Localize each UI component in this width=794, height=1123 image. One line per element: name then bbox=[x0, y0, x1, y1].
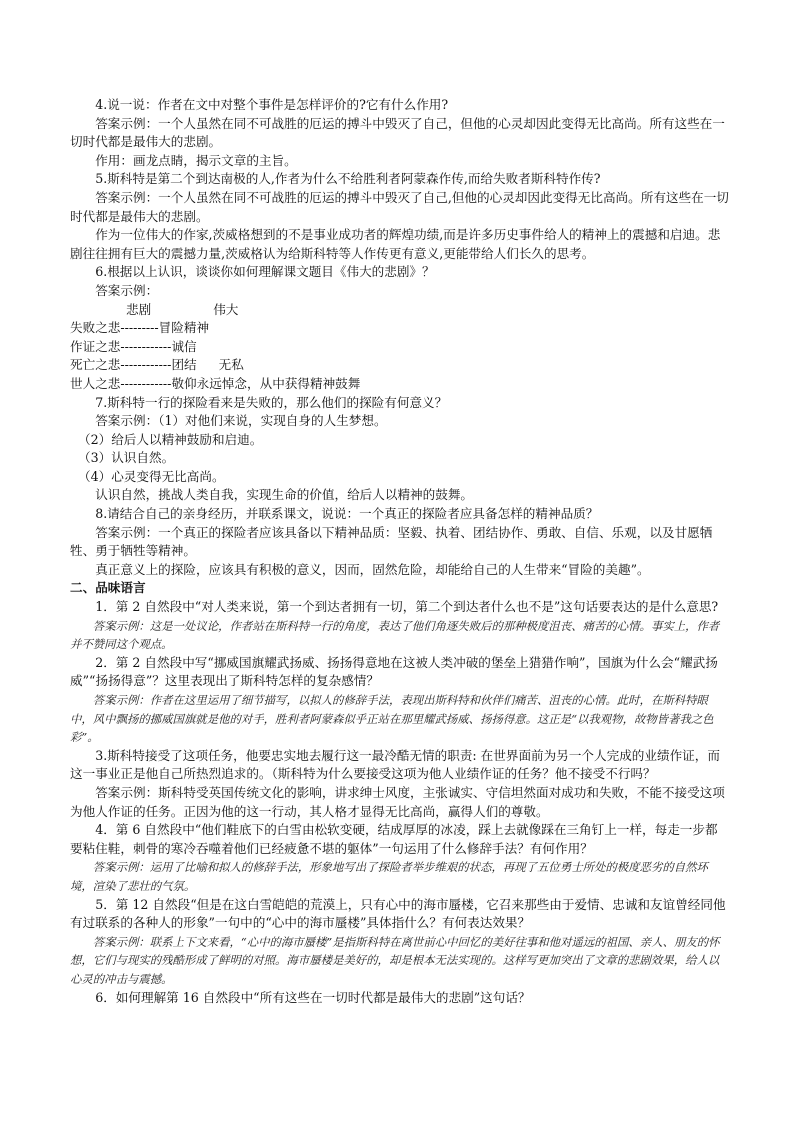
answer-8-detail: 真正意义上的探险，应该具有积极的意义，因而，固然危险，却能给自己的人生带来“冒险的美趣”。 bbox=[95, 561, 650, 577]
tragedy-label: 悲剧 bbox=[126, 301, 152, 317]
lang-answer-3: 答案示例：斯科特受英国传统文化的影响，讲求绅士风度，主张诚实、守信坦然面对成功和失败，不能不接受这项为他人作证的任务。正因为他的这一行动，其人格才显得无比高尚，赢得人们的尊敬。 bbox=[70, 784, 725, 819]
answer-4: 答案示例：一个人虽然在同不可战胜的厄运的搏斗中毁灭了自己，但他的心灵却因此变得无比高尚。所有这些在一切时代都是最伟大的悲剧。 bbox=[70, 115, 725, 150]
answer-4-effect: 作用：画龙点睛，揭示文章的主旨。 bbox=[95, 152, 297, 168]
lang-question-5: 5．第 12 自然段“但是在这白雪皑皑的荒漠上，只有心中的海市蜃楼，它召来那些由于爱情、忠诚和友谊曾经同他有过联系的各种人的形象”一句中的“心中的海市蜃楼”具体指什么？有何表达效果？ bbox=[70, 896, 726, 931]
row-3-left: 死亡之悲------------团结 bbox=[70, 357, 197, 373]
lang-answer-5: 答案示例：联系上下文来看，“心中的海市蜃楼”是指斯科特在离世前心中回忆的美好往事和他对遥远的祖国、亲人、朋友的怀想，它们与现实的残酷形成了鲜明的对照。海市蜃楼是美好的，却是根本无法实现的。这样写更加突出了文章的悲剧效果，给人以心灵的冲击与震撼。 bbox=[70, 934, 720, 986]
lang-question-2: 2．第 2 自然段中写“挪威国旗耀武扬威、扬扬得意地在这被人类冲破的堡垒上猎猎作响”，国旗为什么会“耀武扬威”“扬扬得意”？这里表现出了斯科特怎样的复杂感情？ bbox=[70, 654, 718, 689]
lang-answer-1: 答案示例：这是一处议论，作者站在斯科特一行的角度，表达了他们角逐失败后的那种极度沮丧、痛苦的心情。事实上，作者并不赞同这个观点。 bbox=[70, 618, 720, 652]
row-3-right: 无私 bbox=[218, 357, 244, 373]
lang-question-1: 1．第 2 自然段中“对人类来说，第一个到达者拥有一切，第二个到达者什么也不是”这句话要表达的是什么意思? bbox=[95, 599, 719, 615]
great-label: 伟大 bbox=[213, 301, 239, 317]
question-6: 6.根据以上认识，谈谈你如何理解课文题目《伟大的悲剧》？ bbox=[95, 264, 435, 280]
answer-7-4: （4）心灵变得无比高尚。 bbox=[78, 468, 225, 484]
answer-6-row-1: 失败之悲---------冒险精神 bbox=[70, 320, 210, 336]
lang-answer-4: 答案示例：运用了比喻和拟人的修辞手法，形象地写出了探险者举步维艰的状态，再现了五位勇士所处的极度恶劣的自然环境，渲染了悲壮的气氛。 bbox=[70, 860, 708, 893]
answer-8: 答案示例：一个真正的探险者应该具备以下精神品质：坚毅、执着、团结协作、勇敢、自信、乐观，以及甘愿牺牲、勇于牺牲等精神。 bbox=[70, 524, 713, 559]
answer-6-row-2: 作证之悲------------诚信 bbox=[70, 338, 197, 354]
question-7: 7.斯科特一行的探险看来是失败的，那么他们的探险有何意义？ bbox=[95, 394, 448, 410]
answer-5-detail: 作为一位伟大的作家,茨威格想到的不是事业成功者的辉煌功绩,而是许多历史事件给人的精神上的震撼和启迪。悲剧往往拥有巨大的震撼力量,茨威格认为给斯科特等人作传更有意义,更能带给人们长久的思考。 bbox=[70, 227, 721, 261]
answer-6-label: 答案示例： bbox=[95, 282, 159, 298]
answer-7-summary: 认识自然，挑战人类自我，实现生命的价值，给后人以精神的鼓舞。 bbox=[95, 487, 473, 503]
question-4: 4.说一说：作者在文中对整个事件是怎样评价的?它有什么作用? bbox=[95, 97, 449, 112]
section-heading-language: 二、品味语言 bbox=[70, 580, 146, 596]
answer-7-3: （3）认识自然。 bbox=[78, 450, 175, 466]
answer-7-1: 答案示例：（1）对他们来说，实现自身的人生梦想。 bbox=[95, 413, 387, 429]
lang-question-4: 4．第 6 自然段中“他们鞋底下的白雪由松软变硬，结成厚厚的冰凌，踩上去就像踩在三角钉上一样，每走一步都要粘住鞋，刺骨的寒冷吞噬着他们已经疲惫不堪的躯体”一句运用了什么修辞手法？有何作用？ bbox=[70, 822, 718, 856]
lang-answer-2: 答案示例：作者在这里运用了细节描写，以拟人的修辞手法，表现出斯科特和伙伴们痛苦、沮丧的心情。此时，在斯科特眼中，风中飘扬的挪威国旗就是他的对手，胜利者阿蒙森似乎正站在那里耀武扬威、扬扬得意。这正是“以我观物，故物皆著我之色彩”。 bbox=[70, 693, 714, 745]
lang-question-3: 3.斯科特接受了这项任务，他要忠实地去履行这一最冷酷无情的职责: 在世界面前为另一个人完成的业绩作证，而这一事业正是他自己所热烈追求的。（斯科特为什么要接受这项为他人业绩作证的任务？他不接受不行吗？ bbox=[70, 747, 720, 782]
answer-7-2: （2）给后人以精神鼓励和启迪。 bbox=[78, 431, 263, 447]
question-5: 5.斯科特是第二个到达南极的人,作者为什么不给胜利者阿蒙森作传,而给失败者斯科特作传? bbox=[95, 171, 601, 187]
answer-6-row-4: 世人之悲------------敬仰永远悼念，从中获得精神鼓舞 bbox=[70, 375, 361, 391]
answer-6-header bbox=[70, 301, 730, 320]
answer-6-row-3 bbox=[70, 356, 730, 375]
answer-5: 答案示例：一个人虽然在同不可战胜的厄运的搏斗中毁灭了自己,但他的心灵却因此变得无比高尚。所有这些在一切时代都是最伟大的悲剧。 bbox=[70, 189, 729, 224]
document-page bbox=[70, 96, 730, 1007]
lang-question-6: 6．如何理解第 16 自然段中“所有这些在一切时代都是最伟大的悲剧”这句话？ bbox=[95, 989, 531, 1005]
question-8: 8.请结合自己的亲身经历，并联系课文，说说：一个真正的探险者应具备怎样的精神品质？ bbox=[95, 506, 599, 522]
